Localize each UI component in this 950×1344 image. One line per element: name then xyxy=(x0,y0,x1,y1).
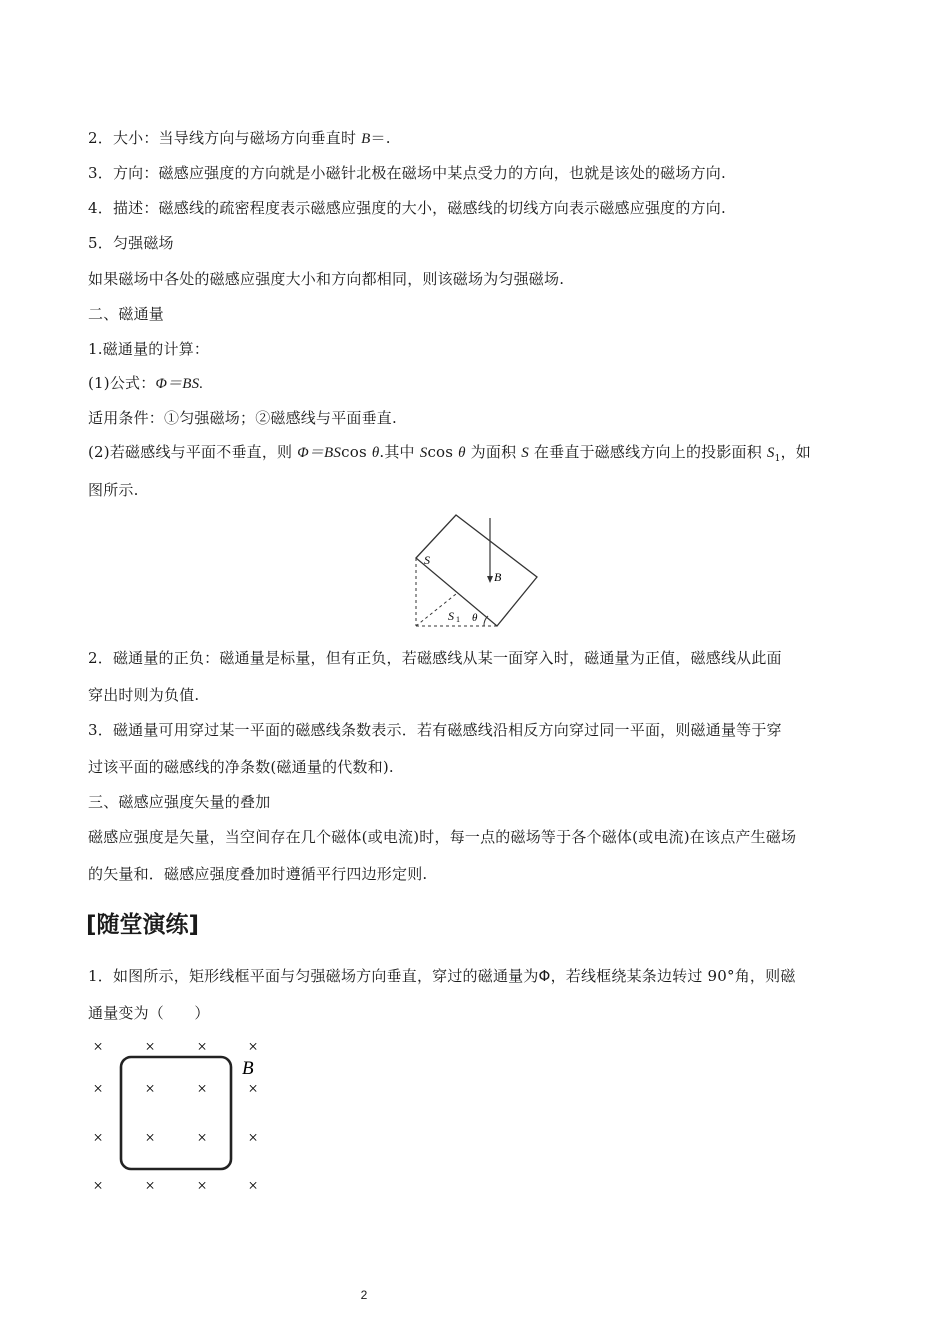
cross-mark: × xyxy=(197,1037,207,1056)
flux-count-line2: 过该平面的磁感线的净条数(磁通量的代数和). xyxy=(88,758,394,776)
cross-mark: × xyxy=(93,1176,103,1195)
label-theta: θ xyxy=(472,612,478,624)
flux-count-line1: 3．磁通量可用穿过某一平面的磁感线条数表示．若有磁感线沿相反方向穿过同一平面，则磁通量等于穿 xyxy=(88,721,782,739)
question-1-line2: 通量变为（ ） xyxy=(88,1004,210,1022)
cross-mark: × xyxy=(248,1079,258,1098)
label-b: B xyxy=(494,570,502,584)
label-s1-sub: 1 xyxy=(456,615,460,624)
cross-mark: × xyxy=(197,1128,207,1147)
rectangular-loop xyxy=(121,1057,231,1169)
flux-formula: (1)公式：Φ＝BS. xyxy=(88,374,204,392)
flux-sign-line2: 穿出时则为负值. xyxy=(88,686,200,704)
field-arrow-head xyxy=(487,576,493,583)
superposition-line1: 磁感应强度是矢量，当空间存在几个磁体(或电流)时，每一点的磁场等于各个磁体(或电流)在该点产生磁场 xyxy=(88,828,797,846)
cross-mark: × xyxy=(248,1037,258,1056)
label-b: B xyxy=(242,1058,254,1079)
cross-mark: × xyxy=(145,1037,155,1056)
superposition-line2: 的矢量和．磁感应强度叠加时遵循平行四边形定则. xyxy=(88,865,428,883)
page-number: 2 xyxy=(360,1288,368,1302)
section-title-flux: 二、磁通量 xyxy=(88,305,165,323)
cross-mark: × xyxy=(248,1176,258,1195)
cross-mark: × xyxy=(93,1128,103,1147)
question-1-line1: 1．如图所示，矩形线框平面与匀强磁场方向垂直，穿过的磁通量为Φ，若线框绕某条边转过 90°角，则磁 xyxy=(88,967,796,985)
section-title-superposition: 三、磁感应强度矢量的叠加 xyxy=(88,793,271,811)
flux-not-perpendicular-cont: 图所示. xyxy=(88,481,139,499)
cross-mark: × xyxy=(197,1079,207,1098)
inclined-plane xyxy=(416,515,537,626)
cross-mark: × xyxy=(93,1037,103,1056)
cross-mark: × xyxy=(197,1176,207,1195)
item-direction: 3．方向：磁感应强度的方向就是小磁针北极在磁场中某点受力的方向，也就是该处的磁场方向. xyxy=(88,164,726,182)
uniform-field-definition: 如果磁场中各处的磁感应强度大小和方向都相同，则该磁场为匀强磁场. xyxy=(88,270,565,288)
flux-sign-line1: 2．磁通量的正负：磁通量是标量，但有正负，若磁感线从某一面穿入时，磁通量为正值，磁感线从此面 xyxy=(88,649,782,667)
practice-heading: [随堂演练] xyxy=(86,912,200,938)
item-description: 4．描述：磁感线的疏密程度表示磁感应强度的大小，磁感线的切线方向表示磁感应强度的方向. xyxy=(88,199,726,217)
cross-mark: × xyxy=(93,1079,103,1098)
loop-field-figure xyxy=(82,1030,282,1200)
inclined-plane-figure xyxy=(408,508,548,630)
flux-not-perpendicular: (2)若磁感线与平面不垂直，则 Φ＝BScos θ.其中 Scos θ 为面积 S 在垂直于磁感线方向上的投影面积 $S_1$，如 xyxy=(88,443,811,464)
cross-mark: × xyxy=(248,1128,258,1147)
cross-mark: × xyxy=(145,1176,155,1195)
label-s: S xyxy=(424,553,430,567)
flux-condition: 适用条件：①匀强磁场；②磁感线与平面垂直. xyxy=(88,409,397,427)
item-magnitude: 2．大小：当导线方向与磁场方向垂直时 B＝. xyxy=(88,129,391,147)
cross-mark: × xyxy=(145,1128,155,1147)
cross-mark: × xyxy=(145,1079,155,1098)
label-s1: S xyxy=(448,609,454,623)
item-uniform-field: 5．匀强磁场 xyxy=(88,234,174,252)
flux-calc-title: 1.磁通量的计算： xyxy=(88,340,210,358)
